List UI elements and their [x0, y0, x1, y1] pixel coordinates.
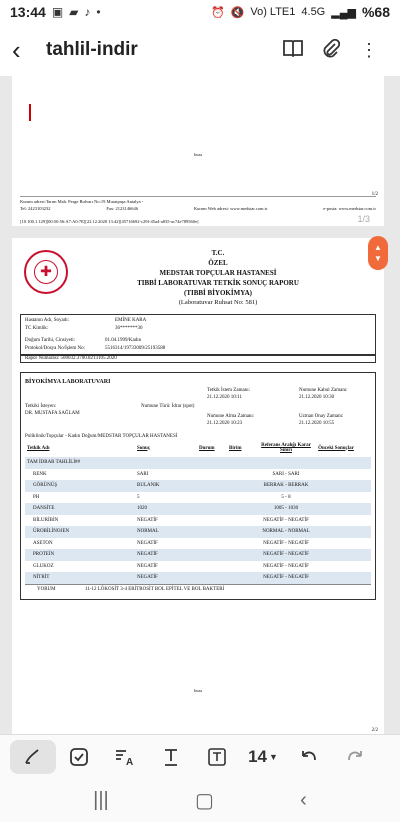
patient-protocol: 5516314/19733009/25193588 — [105, 346, 166, 351]
logo-emblem-icon: ✚ — [34, 260, 58, 284]
row-reference: BERRAK - BERRAK — [263, 483, 309, 489]
header-permit: (Laboratuvar Ruhsat No: 581) — [178, 299, 258, 306]
lab-section — [20, 372, 376, 600]
text-box-icon[interactable] — [194, 740, 240, 774]
table-row — [25, 469, 371, 481]
message-icon: ▰ — [69, 5, 79, 19]
pdf-page-2 — [12, 238, 384, 734]
page-number: 1/2 — [371, 192, 378, 197]
footer-address: Kurum adresi:Tarım Mah. Perge Bulvarı No:19 Muratpaşa Antalya - — [20, 199, 144, 204]
signal-type: 4.5G — [301, 6, 326, 18]
chevron-up-icon: ▲ — [374, 243, 382, 252]
patient-name: EMİNE KARA — [115, 318, 147, 323]
font-size-value: 14 — [248, 746, 267, 766]
patient-tc-label: TC Kimlik: — [25, 326, 49, 331]
table-row — [25, 503, 371, 515]
header-birim: Birim — [229, 445, 242, 451]
table-row — [25, 572, 371, 584]
signature-label-2: Imza — [194, 688, 202, 693]
row-reference: NEGATİF - NEGATİF — [263, 540, 309, 546]
table-rows — [25, 469, 371, 584]
numune-turu: Numune Türü: İdrar (spot) — [141, 404, 195, 409]
svg-text:A: A — [126, 756, 134, 767]
page-footer — [20, 196, 376, 212]
font-size-icon[interactable] — [240, 740, 286, 774]
alarm-icon: ⏰ — [210, 6, 225, 19]
patient-protocol-label: Protokol/Dosya No/İşlem No: — [25, 346, 85, 351]
numune-kabul-label: Numune Kabul Zamanı: — [299, 388, 348, 393]
caret-down-icon: ▼ — [269, 751, 278, 762]
ministry-logo — [24, 250, 68, 294]
row-reference: 5 - 8 — [281, 494, 291, 500]
tetkik-istem-value: 21.12.2020 10:11 — [207, 395, 242, 400]
table-header — [25, 439, 371, 457]
comment-label: YORUM — [37, 587, 56, 592]
row-reference: NORMAL - NORMAL — [262, 529, 310, 535]
pdf-page-1 — [12, 76, 384, 226]
table-row — [25, 538, 371, 550]
row-result: NEGATİF — [137, 575, 158, 581]
row-test-name: GLUKOZ — [33, 563, 54, 569]
gallery-icon: ▣ — [51, 5, 64, 19]
footer-phone: Tel: 2423103232 — [20, 206, 51, 211]
row-reference: NEGATİF - NEGATİF — [263, 552, 309, 558]
numune-alma-value: 21.12.2020 10:23 — [207, 421, 243, 426]
checkbox-icon[interactable] — [56, 740, 102, 774]
row-result: BULANIK — [137, 483, 160, 489]
row-reference: NEGATİF - NEGATİF — [263, 575, 309, 581]
document-title: tahlil-indir — [46, 39, 138, 60]
table-row — [25, 515, 371, 527]
header-hospital: MEDSTAR TOPÇULAR HASTANESİ — [159, 269, 277, 277]
patient-box — [20, 314, 376, 356]
row-result: NEGATİF — [137, 540, 158, 546]
row-result: NEGATİF — [137, 552, 158, 558]
uzman-onay-value: 21.12.2020 10:55 — [299, 421, 335, 426]
row-result: 1020 — [137, 506, 147, 512]
numune-alma — [207, 413, 254, 427]
text-cursor — [29, 104, 31, 121]
row-result: SARI — [137, 471, 149, 477]
page-number-2: 2/2 — [371, 728, 378, 733]
report-header — [72, 248, 364, 308]
row-result: NEGATİF — [137, 563, 158, 569]
chevron-down-icon: ▼ — [374, 254, 382, 263]
pen-icon[interactable] — [10, 740, 56, 774]
table-row — [25, 561, 371, 573]
numune-kabul — [299, 387, 348, 401]
uzman-onay-label: Uzman Onay Zamanı: — [299, 414, 344, 419]
page-indicator: 1/3 — [357, 214, 370, 224]
row-test-name: GÖRÜNÜŞ — [33, 483, 58, 489]
row-test-name: BİLURİBİN — [33, 517, 59, 523]
pdf-viewer[interactable] — [0, 76, 400, 734]
uzman-onay — [299, 413, 343, 427]
notification-icons — [52, 5, 101, 19]
table-group — [25, 457, 371, 469]
footer-web: Kurum Web adresi: www.medstar.com.tr — [193, 206, 268, 211]
mute-icon: 🔇 — [230, 6, 245, 19]
row-test-name: NİTRİT — [33, 575, 50, 581]
numune-kabul-value: 21.12.2020 10:30 — [299, 395, 335, 400]
status-bar — [0, 0, 400, 24]
header-tetkik: Tetkik Adı — [27, 445, 50, 451]
header-ozel: ÖZEL — [208, 259, 228, 267]
patient-dob: 01.04.1999/Kadın — [105, 338, 142, 343]
row-reference: 1005 - 1030 — [273, 506, 299, 512]
dot-icon: • — [96, 5, 101, 19]
page-scroll-button[interactable] — [368, 236, 388, 270]
header-sonuc: Sonuç — [137, 445, 151, 451]
table-row — [25, 549, 371, 561]
row-test-name: ÜROBİLİNOJEN — [33, 529, 70, 535]
comment-value: 11-12 LÖKOSİT 3-4 ERİTROSİT BOL EPİTEL VE BOL BAKTERİ — [85, 587, 225, 592]
signature-label: Imza — [194, 152, 202, 157]
tetkik-isteyen — [25, 403, 80, 417]
poliklinik: Poliklinik/Topçular - Kadın Doğum/MEDSTAR TOPÇULAR HASTANESİ — [25, 434, 178, 439]
text-underline-icon[interactable] — [148, 740, 194, 774]
header-onceki: Önceki Sonuçlar — [318, 445, 354, 451]
tetkik-istem — [207, 387, 250, 401]
results-table — [25, 439, 371, 595]
signal-icon: ▂▄▆ — [331, 6, 356, 19]
footer-fax: Fax: 2123146646 — [106, 206, 139, 211]
tetkik-istem-label: Tetkik İstem Zamanı: — [207, 388, 250, 393]
group-label: TAM İDRAR TAHLİLİ## — [27, 460, 80, 466]
header-durum: Durum — [199, 445, 215, 451]
table-row — [25, 526, 371, 538]
undo-icon[interactable] — [286, 740, 332, 774]
tetkik-isteyen-value: DR. MUSTAFA SAĞLAM — [25, 411, 80, 416]
table-row — [25, 492, 371, 504]
paperclip-icon[interactable] — [312, 38, 350, 63]
header-title2: (TIBBİ BİYOKİMYA) — [183, 289, 252, 297]
header-tc: T.C. — [211, 249, 225, 257]
footer-email: e-posta: www.medstar.com.tr — [323, 206, 376, 211]
status-time: 13:44 — [10, 4, 46, 20]
tetkik-isteyen-label: Tetkiki İsteyen: — [25, 404, 57, 409]
row-reference: NEGATİF - NEGATİF — [263, 563, 309, 569]
text-format-icon[interactable] — [102, 740, 148, 774]
lab-title: BİYOKİMYA LABORATUVARI — [25, 379, 111, 385]
row-test-name: DANSİTE — [33, 506, 55, 512]
patient-tc: 36*******30 — [115, 326, 143, 331]
battery-level: %68 — [361, 4, 390, 20]
system-nav-bar — [0, 778, 400, 822]
report-number: Rapor Numarası: 500032.3700.8213105.2020 — [20, 354, 376, 363]
row-reference: NEGATİF - NEGATİF — [263, 517, 309, 523]
header-referans: Referans Aralığı Karar Sınırı — [261, 443, 311, 453]
book-icon[interactable] — [274, 39, 312, 62]
patient-dob-label: Doğum Tarihi, Cinsiyeti: — [25, 338, 75, 343]
row-test-name: RENK — [33, 471, 47, 477]
system-line: [10.100.1.129][00:50:56:A7:A0:7E][22.12.2020 13:42][45716692-c29f-45a4-a835-ac74e789560e] — [20, 219, 199, 224]
redo-icon[interactable] — [332, 740, 378, 774]
row-result: 5 — [137, 494, 140, 500]
row-result: NEGATİF — [137, 517, 158, 523]
back-icon[interactable]: ‹ — [300, 788, 307, 811]
comment-row — [25, 584, 371, 595]
status-right — [211, 4, 390, 20]
annotation-toolbar — [0, 734, 400, 778]
home-icon[interactable]: ▢ — [194, 789, 214, 812]
row-result: NORMAL — [137, 529, 159, 535]
more-vert-icon[interactable]: ⋮ — [360, 39, 378, 60]
row-test-name: PROTEİN — [33, 552, 55, 558]
row-test-name: PH — [33, 494, 40, 500]
arrow-left-icon[interactable]: ‹ — [12, 34, 21, 65]
patient-name-label: Hastanın Adı, Soyadı: — [25, 318, 70, 323]
app-bar — [0, 24, 400, 76]
tiktok-icon: ♪ — [84, 5, 91, 19]
recents-icon[interactable]: ||| — [93, 788, 109, 811]
row-test-name: ASETON — [33, 540, 53, 546]
network-label: Vo) LTE1 — [250, 6, 296, 18]
numune-alma-label: Numune Alma Zamanı: — [207, 414, 255, 419]
header-title1: TIBBİ LABORATUVAR TETKİK SONUÇ RAPORU — [137, 279, 299, 287]
table-row — [25, 480, 371, 492]
row-reference: SARI - SARI — [272, 471, 300, 477]
